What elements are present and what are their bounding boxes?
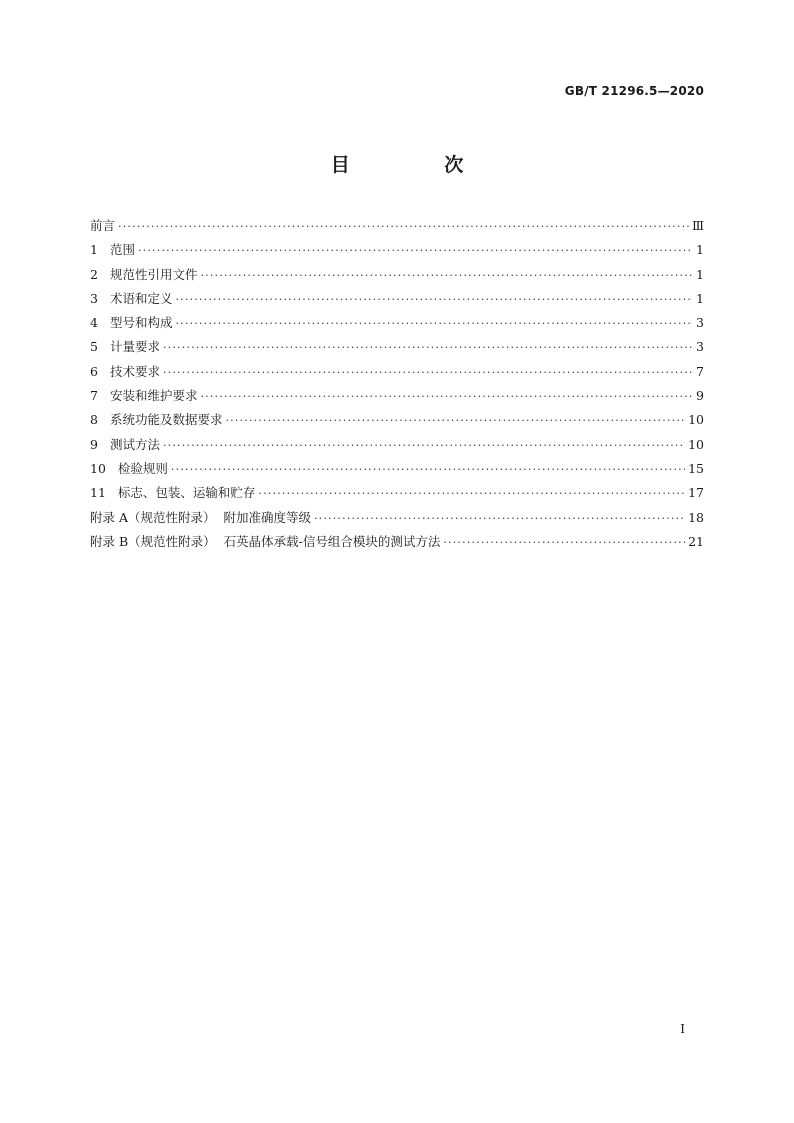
toc-leader-dots <box>225 411 685 431</box>
toc-entry-page: 10 <box>688 412 704 428</box>
toc-entry-number: 4 <box>90 315 98 331</box>
toc-leader-dots <box>258 484 685 504</box>
toc-entry-number: 10 <box>90 460 106 476</box>
toc-entry-page: 7 <box>696 363 704 379</box>
toc-entry-page: 15 <box>688 460 704 476</box>
toc-leader-dots <box>163 363 693 383</box>
toc-entry-number: 1 <box>90 242 98 258</box>
toc-leader-dots <box>175 314 693 334</box>
toc-entry-page: 1 <box>696 266 704 282</box>
toc-entry-annex-a[interactable] <box>90 508 704 532</box>
toc-entry-label: 系统功能及数据要求 <box>109 412 223 428</box>
toc-entry-metrological-requirements[interactable] <box>90 337 704 361</box>
toc-leader-dots <box>443 533 685 553</box>
toc-entry-label: 检验规则 <box>117 460 168 476</box>
toc-title: 目 次 <box>330 154 508 176</box>
toc-leader-dots <box>314 509 685 529</box>
toc-entry-label: 技术要求 <box>109 363 160 379</box>
page-number: I <box>680 1022 685 1036</box>
toc-entry-inspection-rules[interactable] <box>90 459 704 483</box>
toc-entry-label: 测试方法 <box>109 436 160 452</box>
table-of-contents <box>90 216 704 556</box>
standard-code: GB/T 21296.5—2020 <box>564 84 704 98</box>
toc-entry-page: 1 <box>696 242 704 258</box>
toc-entry-marking-packaging[interactable] <box>90 483 704 507</box>
toc-entry-number: 5 <box>90 339 98 355</box>
toc-entry-model-composition[interactable] <box>90 313 704 337</box>
toc-entry-label: 附录 B（规范性附录） 石英晶体承载-信号组合模块的测试方法 <box>90 533 441 549</box>
toc-entry-label: 规范性引用文件 <box>109 266 198 282</box>
toc-leader-dots <box>118 217 689 237</box>
toc-entry-installation-maintenance[interactable] <box>90 386 704 410</box>
toc-entry-label: 附录 A（规范性附录） 附加准确度等级 <box>90 509 311 525</box>
toc-entry-number: 6 <box>90 363 98 379</box>
toc-entry-label: 术语和定义 <box>109 290 173 306</box>
toc-entry-number: 7 <box>90 388 98 404</box>
toc-leader-dots <box>200 266 693 286</box>
toc-entry-foreword[interactable] <box>90 216 704 240</box>
toc-leader-dots <box>163 338 693 358</box>
toc-entry-terms-definitions[interactable] <box>90 289 704 313</box>
toc-entry-page: 1 <box>696 290 704 306</box>
toc-entry-label: 安装和维护要求 <box>109 388 198 404</box>
toc-entry-page: 9 <box>696 388 704 404</box>
toc-leader-dots <box>171 460 685 480</box>
toc-leader-dots <box>138 241 693 261</box>
toc-entry-number: 3 <box>90 290 98 306</box>
toc-entry-page: 3 <box>696 339 704 355</box>
toc-entry-label: 前言 <box>90 218 116 233</box>
toc-entry-label: 计量要求 <box>109 339 160 355</box>
toc-leader-dots <box>163 436 685 456</box>
toc-entry-label: 范围 <box>109 242 135 258</box>
toc-entry-page: 10 <box>688 436 704 452</box>
toc-entry-page: 18 <box>688 509 704 525</box>
toc-entry-number: 11 <box>90 485 106 501</box>
toc-entry-technical-requirements[interactable] <box>90 362 704 386</box>
toc-entry-number: 2 <box>90 266 98 282</box>
toc-entry-page: 17 <box>688 485 704 501</box>
toc-entry-scope[interactable] <box>90 240 704 264</box>
toc-entry-number: 8 <box>90 412 98 428</box>
toc-entry-test-methods[interactable] <box>90 435 704 459</box>
toc-entry-normative-references[interactable] <box>90 265 704 289</box>
toc-entry-label: 标志、包装、运输和贮存 <box>117 485 256 501</box>
toc-entry-annex-b[interactable] <box>90 532 704 556</box>
toc-entry-page: 21 <box>688 533 704 549</box>
toc-entry-number: 9 <box>90 436 98 452</box>
toc-entry-label: 型号和构成 <box>109 315 173 331</box>
toc-leader-dots <box>175 290 693 310</box>
toc-leader-dots <box>200 387 693 407</box>
toc-entry-system-functions-data[interactable] <box>90 410 704 434</box>
toc-entry-page: Ⅲ <box>691 218 704 233</box>
toc-entry-page: 3 <box>696 315 704 331</box>
